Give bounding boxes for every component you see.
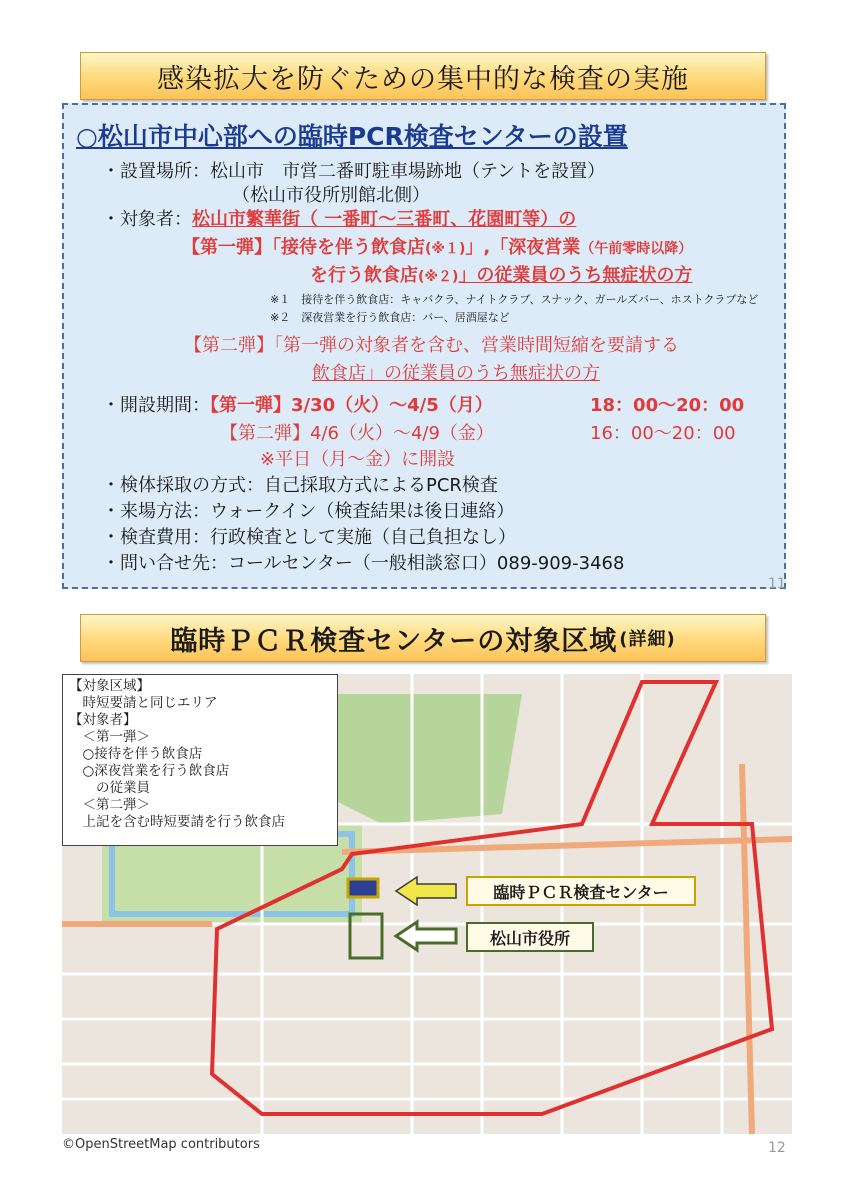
first-note2-ref: (※２) (418, 269, 459, 285)
map-legend (62, 674, 338, 846)
footnote-1: ※１ 接待を伴う飲食店：キャバクラ、ナイトクラブ、スナック、ガールズバー、ホストクラブなど (270, 293, 759, 306)
contact-line: ・問い合せ先：コールセンター（一般相談窓口）089-909-3468 (102, 553, 625, 574)
pcr-center-arrow (396, 877, 456, 905)
area-map (62, 674, 792, 1134)
bottom-title-main: 臨時ＰＣＲ検査センターの対象区域 (170, 625, 618, 657)
target-value: 松山市繁華街（ 一番町～三番町、花園町等）の (192, 209, 577, 230)
period1-dates: 【第一弾】3/30（火）～4/5（月） (210, 395, 493, 416)
first-line2b-text: 」の従業員のうち無症状の方 (458, 265, 693, 286)
castle-hill (322, 694, 522, 824)
legend-line: ○接待を伴う飲食店 (69, 746, 203, 762)
target-line (102, 205, 576, 231)
period2-time: 16：00～20：00 (590, 423, 736, 444)
footnote-2: ※２ 深夜営業を行う飲食店：バー、居酒屋など (270, 311, 510, 324)
period-line1 (102, 391, 493, 417)
map-credit: ©OpenStreetMap contributors (62, 1137, 260, 1152)
section-title-top: 感染拡大を防ぐための集中的な検査の実施 (80, 52, 766, 100)
callout-pcr-center: 臨時ＰＣＲ検査センター (466, 876, 696, 906)
page-number-12: 12 (768, 1140, 786, 1156)
second-phase-line2: 飲食店」の従業員のうち無症状の方 (312, 363, 600, 384)
first-paren: （午前零時以降） (580, 241, 693, 257)
location-line: ・設置場所：松山市 市営二番町駐車場跡地（テントを設置） (102, 161, 606, 182)
cityhall-arrow (396, 922, 456, 950)
first-line2-text: を行う飲食店 (310, 265, 418, 286)
first-line1-text: 【第一弾】「接待を伴う飲食店 (182, 237, 425, 258)
method-line: ・検体採取の方式：自己採取方式によるPCR検査 (102, 475, 498, 496)
legend-line: ＜第二弾＞ (69, 797, 150, 813)
first-line1b-text: 」,「深夜営業 (465, 237, 581, 258)
target-label: ・対象者： (102, 209, 192, 230)
cost-line: ・検査費用：行政検査として実施（自己負担なし） (102, 527, 516, 548)
legend-line: ○深夜営業を行う飲食店 (69, 763, 230, 779)
section-title-bottom (80, 614, 766, 662)
bottom-title-small: (詳細) (619, 629, 676, 650)
location-sub: （松山市役所別館北側） (232, 185, 430, 206)
visit-line: ・来場方法：ウォークイン（検査結果は後日連絡） (102, 501, 515, 522)
first-phase-line2 (310, 261, 692, 287)
first-note1-ref: (※１) (425, 241, 466, 257)
legend-line: 時短要請と同じエリア (69, 695, 218, 711)
heading-pcr-center: ○松山市中心部への臨時PCR検査センターの設置 (76, 122, 628, 151)
period1-time: 18：00～20：00 (590, 395, 745, 416)
info-box (62, 103, 786, 589)
callout-cityhall: 松山市役所 (466, 922, 594, 952)
first-phase-line1 (182, 233, 692, 259)
weekday-note: ※平日（月～金）に開設 (260, 449, 456, 470)
legend-line: 上記を含む時短要請を行う飲食店 (69, 814, 285, 830)
legend-line: の従業員 (69, 780, 150, 796)
period-label: ・開設期間： (102, 395, 210, 416)
second-phase-line1: 【第二弾】「第一弾の対象者を含む、営業時間短縮を要請する (184, 335, 679, 356)
pcr-center-marker (348, 879, 378, 897)
page-number-11: 11 (768, 576, 786, 592)
period2-dates: 【第二弾】4/6（火）～4/9（金） (220, 423, 494, 444)
legend-line: 【対象者】 (69, 712, 137, 728)
legend-line: 【対象区域】 (69, 678, 150, 694)
legend-line: ＜第一弾＞ (69, 729, 150, 745)
